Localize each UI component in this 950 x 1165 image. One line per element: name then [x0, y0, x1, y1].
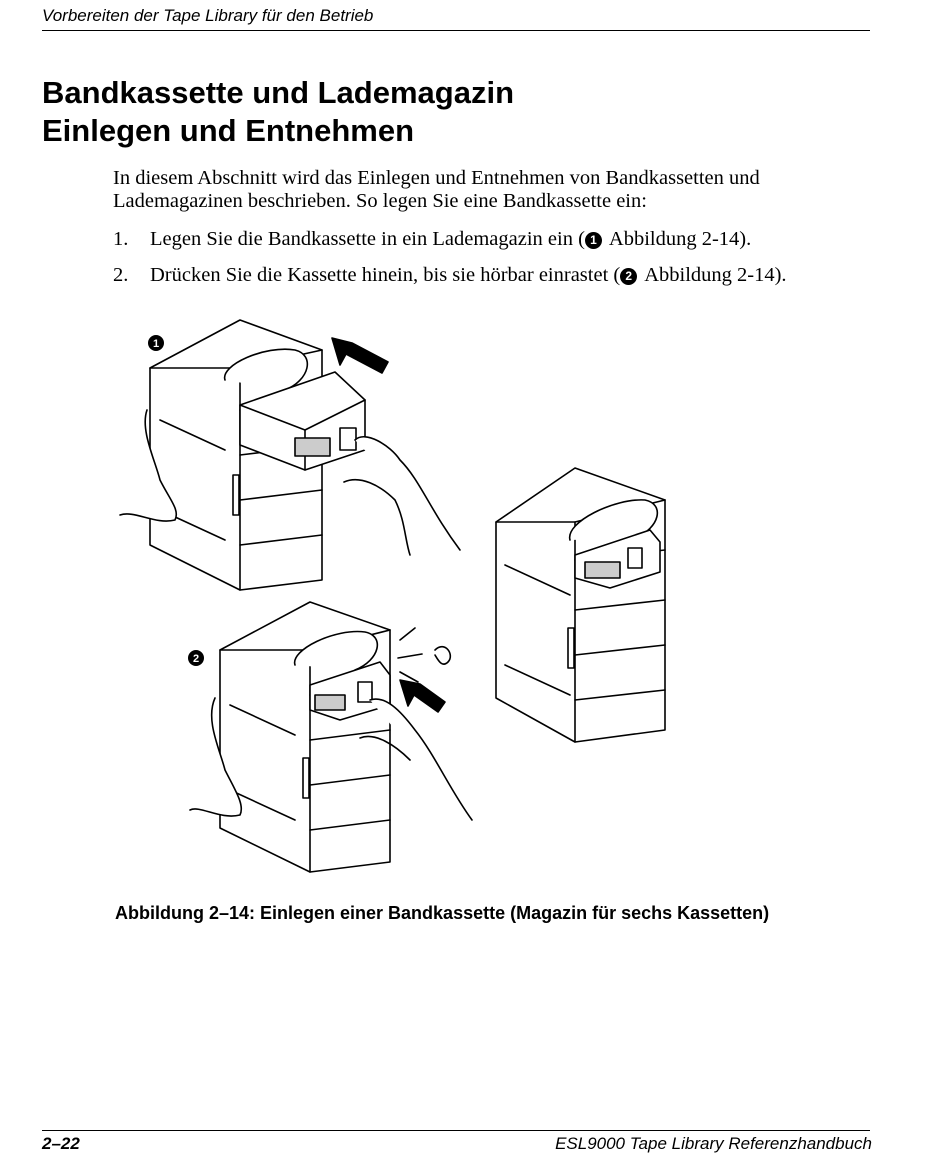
section-title-line-1: Bandkassette und Lademagazin — [42, 75, 515, 110]
step-item — [113, 263, 893, 287]
magazine-panel-loaded — [496, 468, 665, 742]
magazine-panel-1 — [120, 320, 460, 590]
click-sound-lines — [398, 628, 450, 682]
figure-caption: Abbildung 2–14: Einlegen einer Bandkassette (Magazin für sechs Kassetten) — [115, 903, 770, 923]
running-header: Vorbereiten der Tape Library für den Betrieb — [42, 6, 870, 31]
book-title: ESL9000 Tape Library Referenzhandbuch — [555, 1134, 872, 1153]
step-text-before: Drücken Sie die Kassette hinein, bis sie hörbar einrastet ( — [150, 264, 621, 286]
step-text-after: Abbildung 2-14). — [604, 228, 752, 250]
page-number: 2–22 — [42, 1134, 80, 1153]
insert-arrow — [332, 338, 388, 373]
callout-badge: 2 — [620, 268, 637, 285]
section-title-line-2: Einlegen und Entnehmen — [42, 113, 415, 148]
callout-badge: 1 — [585, 232, 602, 249]
step-number: 1. — [113, 228, 129, 250]
section-title — [42, 74, 514, 150]
callout-1: 1 — [152, 338, 160, 350]
magazine-illustration — [100, 310, 800, 890]
step-number: 2. — [113, 264, 129, 286]
push-arrow — [400, 680, 445, 712]
footer-rule — [42, 1130, 870, 1131]
step-text-before: Legen Sie die Bandkassette in ein Lademagazin ein ( — [150, 228, 585, 250]
step-item — [113, 227, 893, 251]
step-list — [113, 227, 893, 299]
magazine-panel-2 — [190, 602, 472, 872]
intro-paragraph: In diesem Abschnitt wird das Einlegen und Entnehmen von Bandkassetten und Lademagazinen beschrieben. So legen Sie eine Bandkassette ein: — [113, 167, 760, 212]
callout-2: 2 — [192, 653, 200, 665]
figure-illustration — [100, 310, 800, 890]
hand-right — [344, 437, 460, 555]
step-text-after: Abbildung 2-14). — [640, 264, 787, 286]
